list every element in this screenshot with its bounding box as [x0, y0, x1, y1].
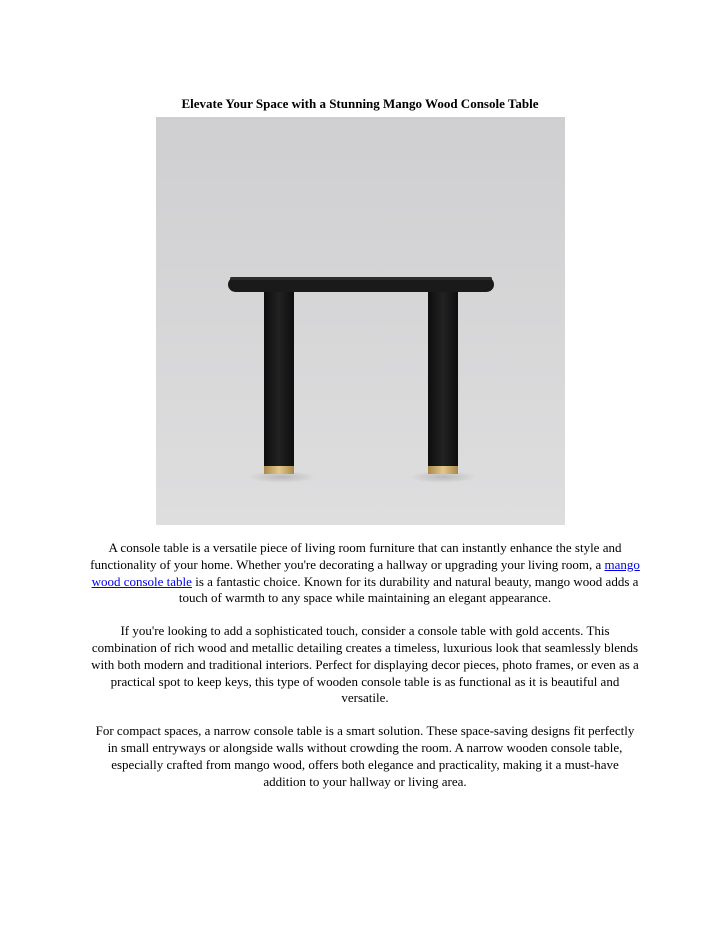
console-table-photo: [156, 117, 565, 525]
paragraph-narrow-table: For compact spaces, a narrow console table is a smart solution. These space-saving designs fit perfectly in small entryways or alongside walls without crowding the room. A narrow wooden console table, especially crafted from mango wood, offers both elegance and practicality, making it a must-have addition to your hallway or living area.: [95, 723, 635, 789]
paragraph-intro-text-end: is a fantastic choice. Known for its durability and natural beauty, mango wood adds a touch of warmth to any space while maintaining an elegant appearance.: [178, 573, 639, 606]
mango-wood-console-table-link[interactable]: mango wood console table: [91, 556, 640, 589]
paragraph-intro-text-start: A console table is a versatile piece of living room furniture that can instantly enhance the style and functionality of your home. Whether you're decorating a hallway or upgrading your living room, a: [90, 540, 622, 572]
paragraph-gold-accents: If you're looking to add a sophisticated touch, consider a console table with gold accents. This combination of rich wood and metallic detailing creates a timeless, luxurious look that seamlessly blends with both modern and traditional interiors. Perfect for displaying decor pieces, photo frames, or even as a practical spot to keep keys, this type of wooden console table is as functional as it is beautiful and versatile.: [91, 623, 639, 706]
document-body: [90, 540, 640, 806]
document-title: Elevate Your Space with a Stunning Mango Wood Console Table: [181, 95, 539, 111]
paragraph-intro: [90, 540, 640, 607]
